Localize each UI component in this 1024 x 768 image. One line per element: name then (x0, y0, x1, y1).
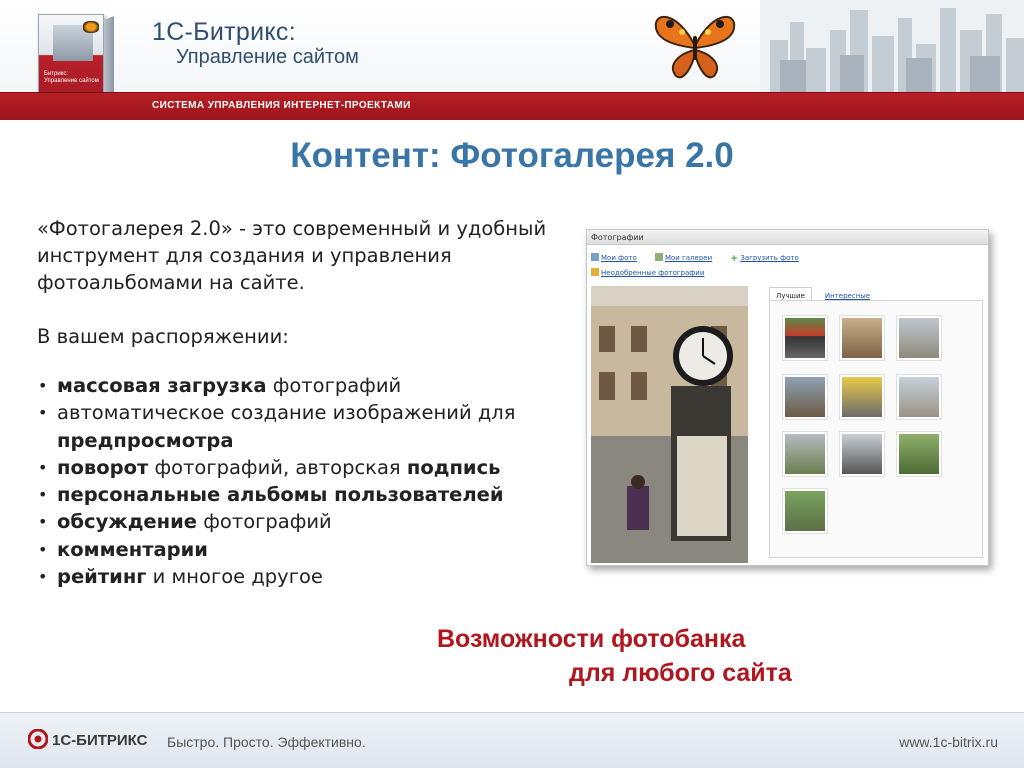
list-item: • персональные альбомы пользователей (37, 481, 582, 508)
warning-icon (591, 268, 599, 276)
intro-subheading: В вашем распоряжении: (37, 325, 289, 348)
footer-brand: 1С-БИТРИКС (52, 732, 148, 749)
tab-interesting[interactable]: Интересные (824, 292, 871, 300)
list-item: • массовая загрузка фотографий (37, 372, 582, 399)
header-tagline: СИСТЕМА УПРАВЛЕНИЯ ИНТЕРНЕТ-ПРОЕКТАМИ (152, 100, 411, 111)
photo-thumbnail[interactable] (782, 315, 828, 361)
screenshot-window-title: Фотографии (587, 230, 988, 245)
brand-title: 1С-Битрикс: (152, 18, 296, 46)
photo-thumbnail[interactable] (839, 315, 885, 361)
my-photos-link[interactable]: Мои фото (591, 254, 645, 262)
photogallery-screenshot (586, 229, 989, 566)
footer (0, 712, 1024, 768)
photo-thumbnail[interactable] (782, 488, 828, 534)
plus-icon: + (730, 254, 738, 264)
slogan-line-1: Возможности фотобанка (437, 625, 746, 653)
gallery-tabs (769, 283, 878, 301)
city-skyline-image (760, 0, 1024, 92)
upload-photo-link[interactable]: + Загрузить фото (730, 254, 799, 264)
slogan-line-2: для любого сайта (569, 659, 792, 687)
photo-thumbnail[interactable] (839, 431, 885, 477)
photo-thumbnail[interactable] (896, 374, 942, 420)
photo-icon (591, 253, 599, 261)
list-item: • автоматическое создание изображений для предпросмотра (37, 399, 582, 454)
brand-subtitle: Управление сайтом (176, 46, 359, 68)
product-box-text: Битрикс: Управление сайтом (44, 71, 99, 84)
list-item: • поворот фотографий, авторская подпись (37, 454, 582, 481)
bitrix-logo-icon (28, 729, 48, 749)
list-item: • комментарии (37, 536, 582, 563)
list-item: • рейтинг и многое другое (37, 563, 582, 590)
screenshot-links (591, 253, 815, 263)
thumbnail-grid (769, 300, 983, 558)
gallery-icon (655, 253, 663, 261)
photo-thumbnail[interactable] (782, 374, 828, 420)
list-item: • обсуждение фотографий (37, 508, 582, 535)
clock-photo (591, 286, 748, 563)
photo-thumbnail[interactable] (782, 431, 828, 477)
header-red-band (0, 92, 1024, 120)
feature-list (37, 372, 582, 590)
my-galleries-link[interactable]: Мои галереи (655, 254, 720, 262)
photo-thumbnail[interactable] (839, 374, 885, 420)
intro-paragraph: «Фотогалерея 2.0» - это современный и удобный инструмент для создания и управления фотоальбомами на сайте. (37, 217, 547, 294)
header (0, 0, 1024, 120)
unapproved-link[interactable]: Неодобренные фотографии (591, 268, 704, 277)
butterfly-image (648, 6, 742, 84)
footer-slogan: Быстро. Просто. Эффективно. (167, 734, 366, 750)
tab-best[interactable]: Лучшие (769, 287, 812, 304)
photo-thumbnail[interactable] (896, 315, 942, 361)
photo-thumbnail[interactable] (896, 431, 942, 477)
page-title: Контент: Фотогалерея 2.0 (290, 136, 734, 175)
footer-url-link[interactable]: www.1c-bitrix.ru (899, 734, 998, 750)
